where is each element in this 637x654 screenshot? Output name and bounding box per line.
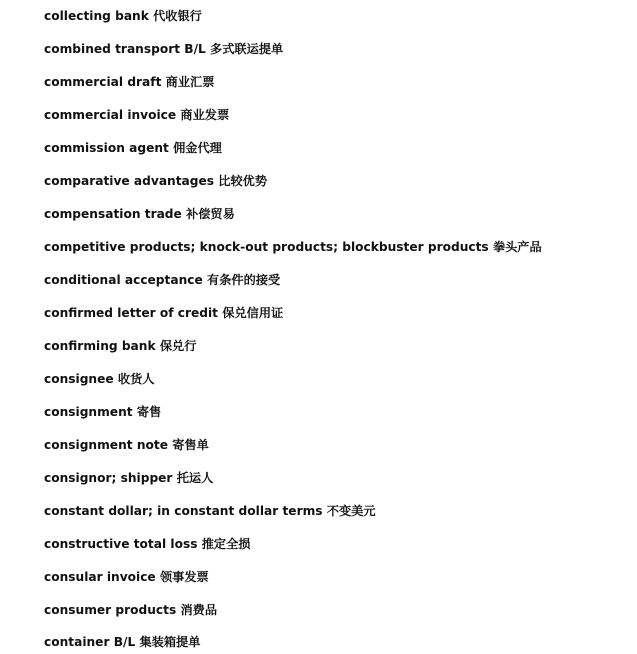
entry-term: commercial invoice [44,108,177,122]
entry-term: consular invoice [44,570,156,584]
list-item [44,107,229,123]
entry-translation: 保兑行 [159,339,197,353]
entry-translation: 领事发票 [159,570,209,584]
list-item [44,272,280,288]
list-item [44,173,267,189]
entry-term: combined transport B/L [44,42,206,56]
entry-translation: 保兑信用证 [222,306,284,320]
entry-translation: 集装箱提单 [139,635,201,649]
entry-term: constant dollar; in constant dollar terms [44,504,323,518]
entry-term: consumer products [44,603,177,617]
entry-term: compensation trade [44,207,182,221]
entry-term: confirmed letter of credit [44,306,219,320]
list-item [44,140,222,156]
entry-translation: 佣金代理 [173,141,222,155]
list-item [44,338,196,354]
list-item [44,536,250,552]
entry-translation: 多式联运提单 [210,42,284,56]
list-item [44,404,161,420]
list-item [44,503,376,519]
entry-translation: 比较优势 [218,174,268,188]
list-item [44,470,213,486]
list-item [44,437,209,453]
entry-translation: 不变美元 [326,504,376,518]
list-item [44,602,217,618]
list-item [44,371,154,387]
entry-term: consignment note [44,438,168,452]
list-item [44,8,202,24]
entry-translation: 代收银行 [153,9,202,23]
entry-term: conditional acceptance [44,273,203,287]
entry-translation: 收货人 [117,372,155,386]
entry-term: commission agent [44,141,169,155]
entry-translation: 商业发票 [180,108,230,122]
entry-translation: 推定全损 [201,537,251,551]
entry-translation: 拳头产品 [492,240,542,254]
entry-term: container B/L [44,635,136,649]
entry-term: consignee [44,372,114,386]
list-item [44,634,200,650]
entry-term: competitive products; knock-out products; blockbuster products [44,240,489,254]
entry-translation: 消费品 [180,603,218,617]
entry-translation: 商业汇票 [165,75,215,89]
list-item [44,239,542,255]
entry-translation: 寄售 [136,405,162,419]
list-item [44,74,214,90]
entry-term: constructive total loss [44,537,198,551]
entry-term: collecting bank [44,9,149,23]
list-item [44,206,235,222]
entry-term: consignment [44,405,133,419]
entry-term: consignor; shipper [44,471,173,485]
list-item [44,41,283,57]
list-item [44,569,209,585]
list-item [44,305,283,321]
entry-term: comparative advantages [44,174,215,188]
entry-translation: 托运人 [176,471,214,485]
entry-term: commercial draft [44,75,162,89]
entry-translation: 补偿贸易 [186,207,235,221]
entry-term: confirming bank [44,339,156,353]
entry-translation: 有条件的接受 [207,273,281,287]
entry-translation: 寄售单 [172,438,209,452]
